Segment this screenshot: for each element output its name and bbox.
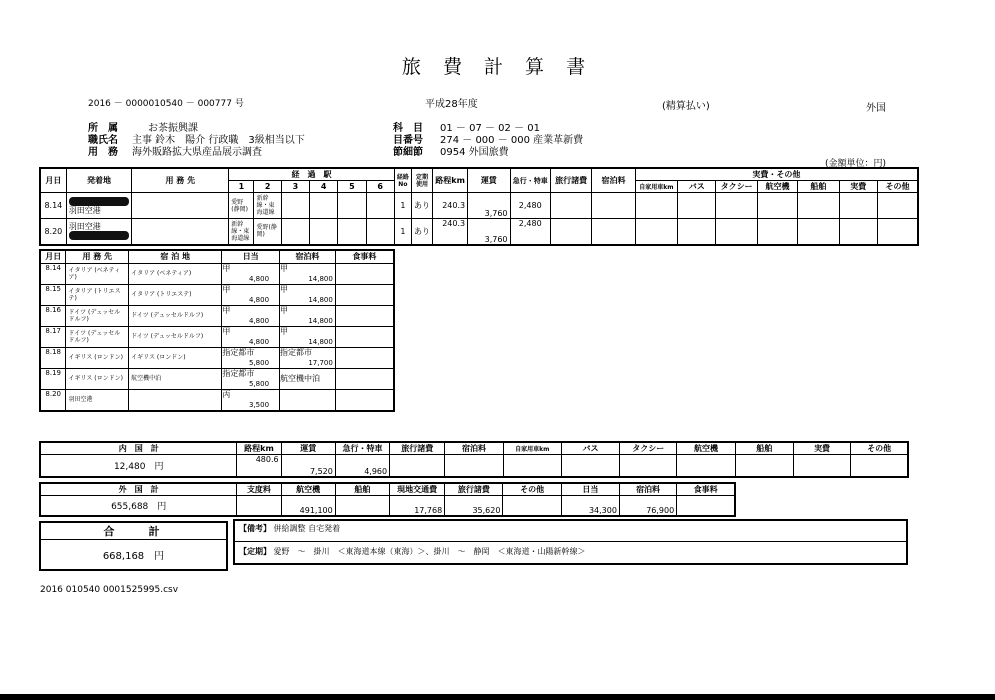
dt-value-6 (561, 455, 619, 477)
row-fare: 3,760 (468, 219, 510, 245)
row-date: 8.17 (40, 326, 66, 347)
row-lodging-class: 指定都市 (280, 347, 313, 357)
col-route-6: 6 (366, 181, 394, 193)
settlement-type: (精算払い) (662, 101, 710, 112)
col-route-1: 1 (229, 181, 254, 193)
row-date: 8.18 (40, 347, 66, 368)
col-airplane: 航空機 (757, 181, 797, 193)
col-actual: 実費・その他 (635, 168, 918, 181)
col-bus: バス (678, 181, 716, 193)
dt-header-2: 急行・特車 (335, 442, 389, 455)
col-lodging: 宿泊料 (592, 168, 635, 193)
row-purpose: 羽田空港 (66, 389, 129, 411)
dt-value-1: 7,520 (281, 455, 335, 477)
row-place: イタリア (ベネティア) (129, 263, 222, 284)
row-date: 8.14 (40, 193, 66, 219)
col-purpose: 用 務 先 (132, 168, 229, 193)
row-purpose: ドイツ (デュッセルドルフ) (66, 326, 129, 347)
col-route-4: 4 (310, 181, 338, 193)
dt-header-10: 実費 (793, 442, 850, 455)
remarks-label: 【備考】 (239, 524, 271, 533)
dt-value-10 (793, 455, 850, 477)
dept-value: お茶振興課 (148, 123, 198, 134)
row-lodging: 14,800 (308, 337, 333, 346)
dt-header-5: 自家用車km (503, 442, 561, 455)
row-daily-class: 甲 (222, 326, 231, 336)
dt-value-4 (445, 455, 503, 477)
ft-value-8 (677, 496, 735, 516)
col-route-5: 5 (338, 181, 366, 193)
grand-total-amount: 668,168 円 (40, 540, 227, 570)
row-daily-class: 甲 (222, 263, 231, 273)
row-daily: 3,500 (248, 400, 270, 409)
ft-value-2 (335, 496, 389, 516)
col-fare: 運賃 (468, 168, 510, 193)
col-route-no: 経路No (394, 168, 411, 193)
row-place: イギリス (ロンドン) (129, 347, 222, 368)
row-pass: あり (411, 193, 432, 219)
ft-header-4: 旅行諸費 (445, 483, 503, 496)
row-stop-2: 愛野(静岡) (254, 219, 281, 245)
dt-value-11 (851, 455, 908, 477)
col-lodging: 宿泊料 (280, 250, 336, 263)
row-lodging: 17,700 (308, 358, 333, 367)
col-express: 急行・特車 (510, 168, 550, 193)
domestic-total-amount: 12,480 円 (40, 455, 237, 477)
col-taxi: タクシー (716, 181, 757, 193)
dt-value-3 (390, 455, 445, 477)
grand-total-label: 合 計 (40, 522, 227, 540)
col-other: その他 (877, 181, 918, 193)
row-daily-class: 甲 (222, 305, 231, 315)
row-distance: 240.3 (433, 219, 468, 245)
table-row (40, 389, 394, 411)
col-daily: 日当 (222, 250, 280, 263)
row-place: 航空機中泊 (129, 368, 222, 389)
remarks-text: 併給調整 自宅発着 (273, 524, 341, 533)
row-stop-2: 新幹線・東海道線 (254, 193, 281, 219)
dt-header-9: 船舶 (735, 442, 793, 455)
row-daily-class: 丙 (222, 389, 231, 399)
dt-header-8: 航空機 (677, 442, 735, 455)
table-row (40, 305, 394, 326)
row-lodging: 14,800 (308, 316, 333, 325)
table-row (40, 284, 394, 305)
document-title: 旅 費 計 算 書 (401, 56, 594, 78)
col-date: 月日 (40, 168, 66, 193)
dt-value-8 (677, 455, 735, 477)
row-lodging-class: 甲 (280, 326, 289, 336)
row-origin: 羽田空港 (68, 222, 101, 232)
dt-value-5 (503, 455, 561, 477)
table-row (40, 368, 394, 389)
document-number: 2016 － 0000010540 － 000777 号 (88, 99, 244, 109)
row-place (129, 389, 222, 411)
dt-header-0: 路程km (237, 442, 281, 455)
foreign-total-table (39, 482, 736, 517)
item-label: 目番号 (393, 135, 423, 146)
row-daily-class: 甲 (222, 284, 231, 294)
row-pass: あり (411, 219, 432, 245)
ft-header-2: 船舶 (335, 483, 389, 496)
grand-total-table (39, 521, 228, 571)
row-fare: 3,760 (468, 193, 510, 219)
unit-note: (金額単位：円) (825, 159, 887, 169)
table-row (40, 219, 918, 245)
redacted-block (69, 197, 129, 206)
ft-value-4: 35,620 (445, 496, 503, 516)
row-route-no: 1 (394, 193, 411, 219)
row-daily: 4,800 (248, 316, 270, 325)
row-lodging-class: 航空機中泊 (280, 373, 321, 383)
ft-header-8: 食事料 (677, 483, 735, 496)
row-purpose: イギリス (ロンドン) (66, 347, 129, 368)
ft-value-0 (237, 496, 281, 516)
dt-value-2: 4,960 (335, 455, 389, 477)
row-place: ドイツ (デュッセルドルフ) (129, 326, 222, 347)
row-purpose: イタリア (ベネティア) (66, 263, 129, 284)
col-route: 経 過 駅 (229, 168, 395, 181)
table-row (40, 193, 918, 219)
table-row (40, 263, 394, 284)
row-route-no: 1 (394, 219, 411, 245)
row-date: 8.14 (40, 263, 66, 284)
row-distance: 240.3 (433, 193, 468, 219)
bottom-edge (0, 694, 995, 700)
ft-header-7: 宿泊料 (619, 483, 676, 496)
col-purpose: 用 務 先 (66, 250, 129, 263)
row-date: 8.20 (40, 219, 66, 245)
dt-header-3: 旅行諸費 (390, 442, 445, 455)
purpose-label: 用 務 (88, 147, 118, 158)
trip-type: 外国 (866, 103, 886, 114)
row-lodging: 14,800 (308, 295, 333, 304)
row-daily-class: 指定都市 (222, 347, 255, 357)
row-origin: 羽田空港 (68, 205, 101, 215)
row-date: 8.19 (40, 368, 66, 389)
foreign-total-label: 外 国 計 (40, 483, 237, 496)
col-actual-cost: 実費 (839, 181, 877, 193)
row-lodging-class: 甲 (280, 284, 289, 294)
row-date: 8.20 (40, 389, 66, 411)
row-lodging: 14,800 (308, 274, 333, 283)
domestic-table (39, 167, 919, 246)
col-misc: 旅行諸費 (550, 168, 591, 193)
ft-header-5: その他 (503, 483, 561, 496)
name-value: 主事 鈴木 陽介 行政職 3級相当以下 (132, 135, 305, 146)
dt-header-7: タクシー (620, 442, 677, 455)
row-express: 2,480 (510, 193, 550, 219)
row-purpose: イタリア (トリエステ) (66, 284, 129, 305)
ft-header-6: 日当 (561, 483, 619, 496)
dt-header-11: その他 (851, 442, 908, 455)
ft-value-5 (503, 496, 561, 516)
ft-header-0: 支度料 (237, 483, 281, 496)
row-purpose: イギリス (ロンドン) (66, 368, 129, 389)
purpose-value: 海外販路拡大県産品展示調査 (132, 147, 262, 158)
domestic-total-table (39, 441, 909, 478)
col-ship: 船舶 (798, 181, 839, 193)
remarks-box (233, 519, 908, 565)
row-daily-class: 指定都市 (222, 368, 255, 378)
dt-value-0: 480.6 (237, 455, 281, 477)
row-place: ドイツ (デュッセルドルフ) (129, 305, 222, 326)
row-place: イタリア (トリエステ) (129, 284, 222, 305)
section-value: 0954 外国旅費 (440, 147, 509, 158)
table-row (40, 326, 394, 347)
row-purpose: ドイツ (デュッセルドルフ) (66, 305, 129, 326)
col-distance: 路程km (433, 168, 468, 193)
footer-file: 2016 010540 0001525995.csv (40, 585, 179, 595)
col-date: 月日 (40, 250, 66, 263)
dt-header-4: 宿泊料 (445, 442, 503, 455)
row-date: 8.16 (40, 305, 66, 326)
row-daily: 4,800 (248, 274, 270, 283)
foreign-total-amount: 655,688 円 (40, 496, 237, 516)
foreign-table (39, 249, 395, 412)
col-origin: 発着地 (66, 168, 132, 193)
row-lodging-class: 甲 (280, 305, 289, 315)
dt-value-7 (620, 455, 677, 477)
col-lodging-place: 宿 泊 地 (129, 250, 222, 263)
dt-header-6: バス (561, 442, 619, 455)
dept-label: 所 属 (88, 123, 118, 134)
ft-header-3: 現地交通費 (389, 483, 444, 496)
domestic-total-label: 内 国 計 (40, 442, 237, 455)
dt-header-1: 運賃 (281, 442, 335, 455)
col-private-car: 自家用車km (635, 181, 677, 193)
row-express: 2,480 (510, 219, 550, 245)
row-daily: 4,800 (248, 295, 270, 304)
dt-value-9 (735, 455, 793, 477)
ft-value-1: 491,100 (281, 496, 335, 516)
subject-value: 01 － 07 － 02 － 01 (440, 123, 540, 134)
subject-label: 科 目 (393, 123, 423, 134)
pass-label: 【定期】 (239, 547, 271, 556)
row-date: 8.15 (40, 284, 66, 305)
row-lodging-class: 甲 (280, 263, 289, 273)
col-meal: 食事料 (335, 250, 394, 263)
era-year: 平成28年度 (425, 99, 478, 110)
row-daily: 5,800 (248, 379, 270, 388)
ft-value-6: 34,300 (561, 496, 619, 516)
row-daily: 4,800 (248, 337, 270, 346)
row-daily: 5,800 (248, 358, 270, 367)
item-value: 274 － 000 － 000 産業革新費 (440, 135, 584, 146)
col-route-3: 3 (281, 181, 309, 193)
col-pass: 定期使用 (411, 168, 432, 193)
name-label: 職氏名 (88, 135, 118, 146)
redacted-block (69, 231, 129, 240)
ft-value-7: 76,900 (619, 496, 676, 516)
row-stop-1: 新幹線・東海道線 (229, 219, 254, 245)
pass-text: 愛野 ～ 掛川 ＜東海道本線（東海）＞、掛川 ～ 静岡 ＜東海道・山陽新幹線＞ (273, 547, 586, 556)
row-stop-1: 愛野(静岡) (229, 193, 254, 219)
col-route-2: 2 (254, 181, 281, 193)
ft-header-1: 航空機 (281, 483, 335, 496)
section-label: 節細節 (393, 147, 423, 158)
table-row (40, 347, 394, 368)
ft-value-3: 17,768 (389, 496, 444, 516)
